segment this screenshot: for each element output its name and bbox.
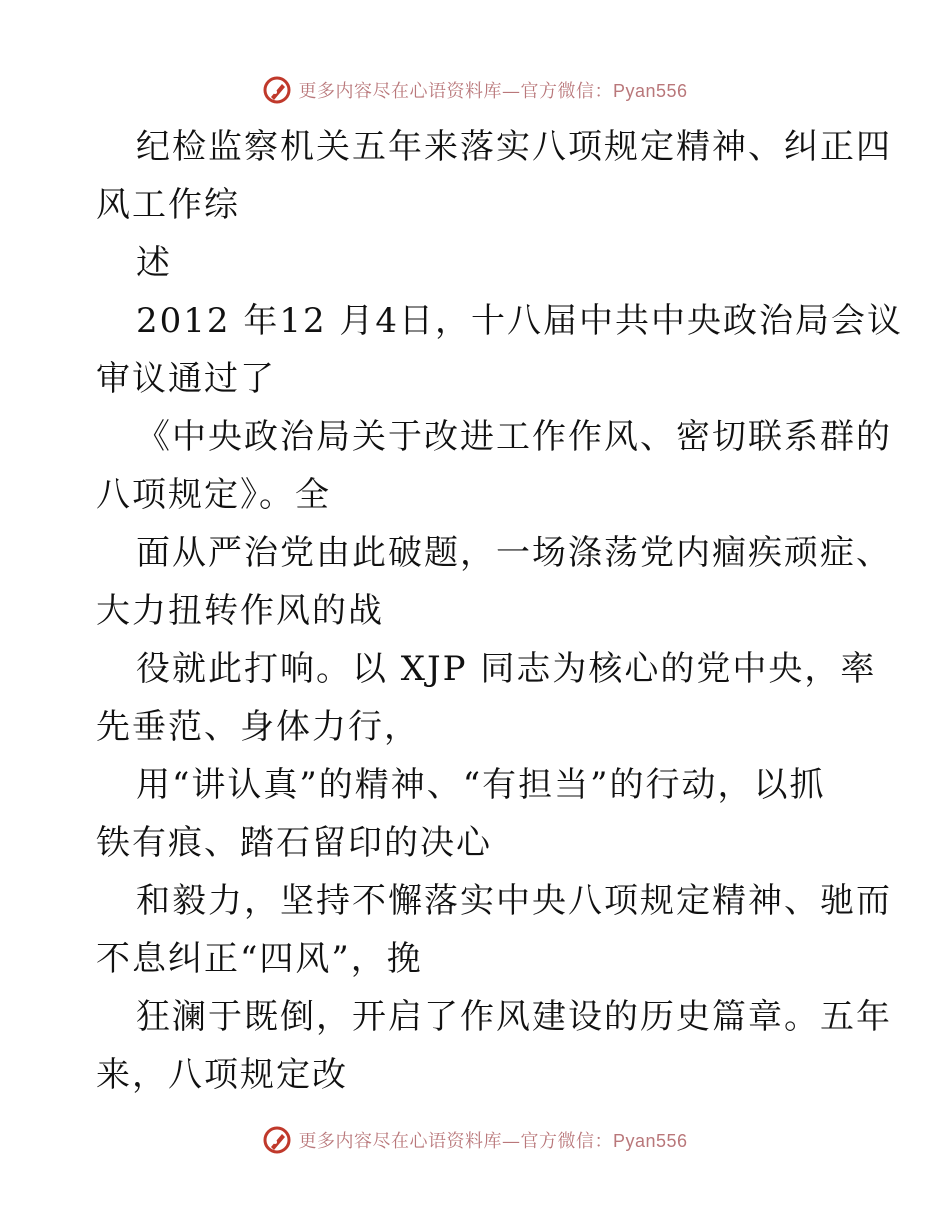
paragraph-line: 八项规定》。全 [96,475,331,515]
paragraph-line: 和毅力，坚持不懈落实中央八项规定精神、驰而 [136,881,892,921]
paragraph-line: 铁有痕、踏石留印的决心 [96,823,492,863]
footer-wechat-id: Pyan556 [612,1131,688,1151]
title-line-1: 纪检监察机关五年来落实八项规定精神、纠正四 [136,127,892,167]
paragraph-line: 不息纠正“四风”，挽 [96,939,423,979]
paragraph-line: 用“讲认真”的精神、“有担当”的行动，以抓 [136,765,826,805]
title-line-2: 风工作综 [96,185,240,225]
header-banner [0,70,950,110]
paragraph-line: 面从严治党由此破题，一场涤荡党内痼疾顽症、 [136,533,892,573]
paragraph-line: 2012 年12 月4日，十八届中共中央政治局会议 [136,301,904,341]
paragraph-line: 役就此打响。以 XJP 同志为核心的党中央，率 [136,649,877,689]
header-wechat-id: Pyan556 [612,81,688,101]
header-banner-label: 更多内容尽在心语资料库—官方微信： [298,81,613,102]
pen-nib-logo-icon [262,1125,292,1155]
header-banner-text [298,77,687,103]
paragraph-line: 《中央政治局关于改进工作作风、密切联系群的 [136,417,892,457]
paragraph-line: 大力扭转作风的战 [96,591,384,631]
paragraph-line: 狂澜于既倒，开启了作风建设的历史篇章。五年 [136,997,892,1037]
footer-banner [0,1120,950,1160]
document-body [96,118,904,1104]
pen-nib-logo-icon [262,75,292,105]
footer-banner-label: 更多内容尽在心语资料库—官方微信： [298,1131,613,1152]
title-line-3: 述 [136,243,172,283]
paragraph-line: 先垂范、身体力行， [96,707,420,747]
paragraph-line: 审议通过了 [96,359,276,399]
footer-banner-text [298,1127,687,1153]
paragraph-line: 来，八项规定改 [96,1055,348,1095]
